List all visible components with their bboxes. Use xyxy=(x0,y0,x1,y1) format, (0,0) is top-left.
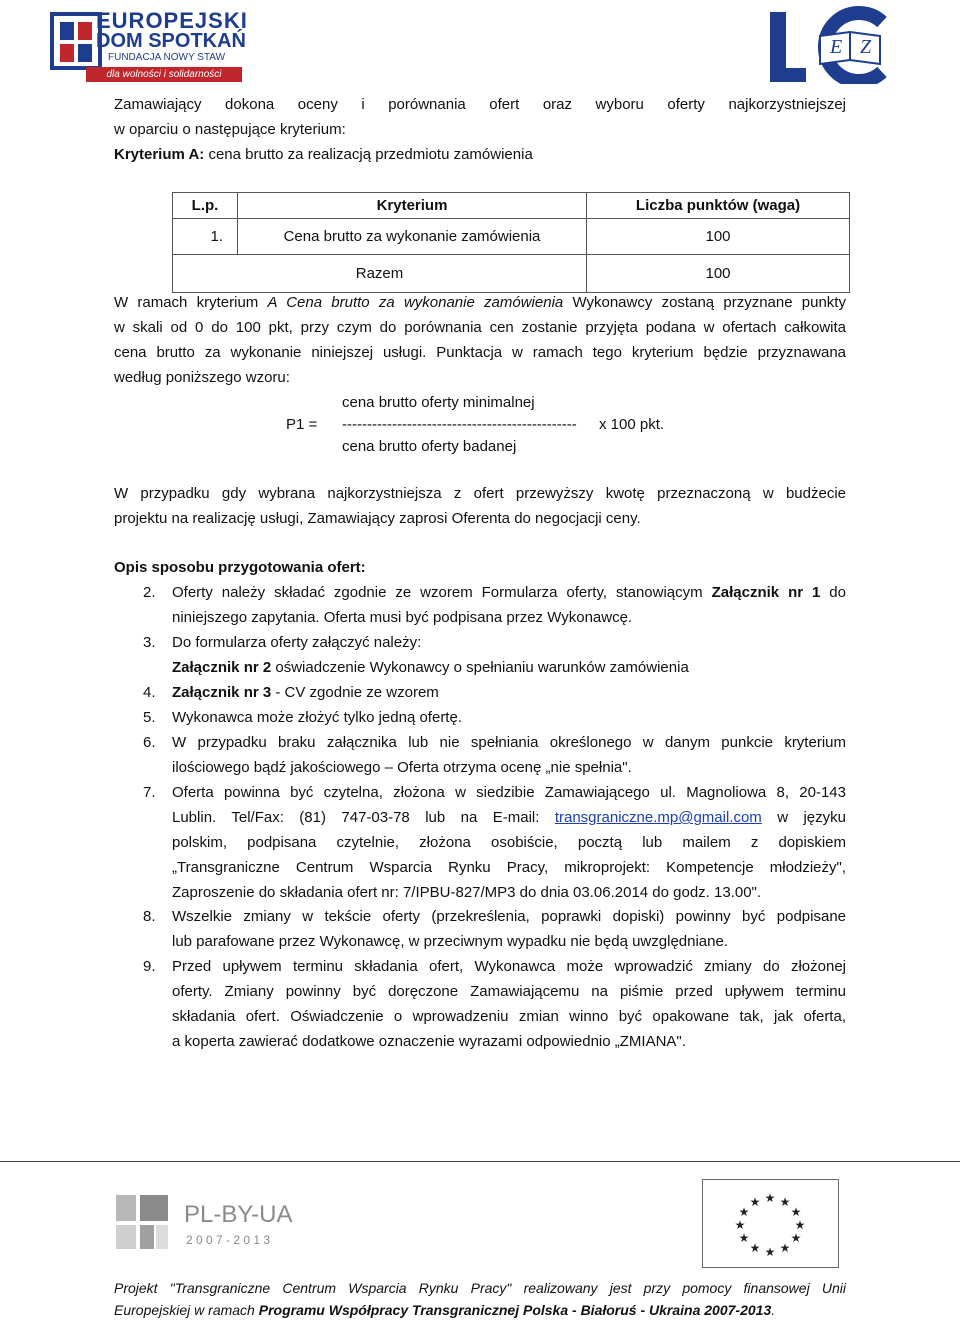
footer-l2a: Europejskiej w ramach xyxy=(114,1302,259,1318)
svg-text:★: ★ xyxy=(738,1205,750,1219)
svg-text:★: ★ xyxy=(738,1231,750,1245)
logo-left-line3: FUNDACJA NOWY STAW xyxy=(108,52,226,63)
pl-by-ua-years: 2 0 0 7 - 2 0 1 3 xyxy=(186,1233,271,1247)
criterion-text: cena brutto za realizacją przedmiotu zamówienia xyxy=(204,146,533,163)
ramach-line2: w skali od 0 do 100 pkt, przy czym do porównania cen zostanie przyjęta podana w ofertach całkowita xyxy=(114,319,846,336)
intro-line1: Zamawiający dokona oceny i porównania ofert oraz wyboru oferty najkorzystniejszej xyxy=(114,96,846,113)
budget-line1: W przypadku gdy wybrana najkorzystniejsza z ofert przewyższy kwotę przeznaczoną w budżecie xyxy=(114,485,846,502)
formula-label: P1 = xyxy=(286,416,318,433)
item-7-line1: Oferta powinna być czytelna, złożona w siedzibie Zamawiającego ul. Magnoliowa 8, 20-143 xyxy=(172,784,846,801)
header-lp: L.p. xyxy=(173,193,238,219)
total-value: 100 xyxy=(587,255,850,293)
criterion-label: Kryterium A: xyxy=(114,146,205,163)
total-label: Razem xyxy=(173,255,587,293)
section-title: Opis sposobu przygotowania ofert: xyxy=(114,559,366,576)
pl-by-ua-emblem-icon xyxy=(114,1193,172,1251)
svg-text:★: ★ xyxy=(764,1191,776,1205)
svg-text:★: ★ xyxy=(749,1195,761,1209)
ramach-l1a: W ramach kryterium xyxy=(114,294,268,311)
budget-line2: projektu na realizację usługi, Zamawiający zaprosi Oferenta do negocjacji ceny. xyxy=(114,510,641,527)
item-number-5: 5. xyxy=(143,709,156,726)
svg-text:★: ★ xyxy=(764,1245,776,1259)
formula-multiplier: x 100 pkt. xyxy=(599,416,665,433)
item-2-line2: niniejszego zapytania. Oferta musi być podpisana przez Wykonawcę. xyxy=(172,609,633,626)
item-9-line4: a koperta zawierać dodatkowe oznaczenie wyrazami odpowiednio „ZMIANA". xyxy=(172,1033,686,1050)
item-6-line2: ilościowego bądź jakościowego – Oferta otrzyma ocenę „nie spełnia". xyxy=(172,759,632,776)
item-7-line4: „Transgraniczne Centrum Wsparcia Rynku Pracy, mikroprojekt: Kompetencje młodzieży", xyxy=(172,859,846,876)
svg-text:★: ★ xyxy=(794,1218,806,1232)
item-number-4: 4. xyxy=(143,684,156,701)
logo-right-z: Z xyxy=(860,36,872,58)
item-4-line xyxy=(172,680,846,705)
item-number-6: 6. xyxy=(143,734,156,751)
item-number-9: 9. xyxy=(143,958,156,975)
item-3-text: oświadczenie Wykonawcy o spełnianiu warunków zamówienia xyxy=(271,659,689,676)
item-4-attachment: Załącznik nr 3 xyxy=(172,684,272,701)
eu-flag xyxy=(702,1179,839,1268)
item-5-line: Wykonawca może złożyć tylko jedną ofertę. xyxy=(172,709,462,726)
logo-left-line4: dla wolności i solidarności xyxy=(86,67,242,82)
svg-text:★: ★ xyxy=(749,1241,761,1255)
item-3-line1: Do formularza oferty załączyć należy: xyxy=(172,634,422,651)
item-number-2: 2. xyxy=(143,584,156,601)
ramach-line4: według poniższego wzoru: xyxy=(114,369,290,386)
footer-l2c: . xyxy=(771,1302,776,1318)
footer-line2 xyxy=(114,1299,846,1321)
item-2-text: Oferty należy składać zgodnie ze wzorem Formularza oferty, stanowiącym xyxy=(172,584,712,601)
table-total-row xyxy=(173,255,850,293)
row-punkty: 100 xyxy=(587,219,850,255)
logo-lcez xyxy=(770,6,890,84)
intro-line2: w oparciu o następujące kryterium: xyxy=(114,121,346,138)
svg-text:★: ★ xyxy=(790,1231,802,1245)
item-9-line1: Przed upływem terminu składania ofert, Wykonawca może wprowadzić zmiany do złożonej xyxy=(172,958,846,975)
item-2-line1 xyxy=(172,580,846,605)
logo-europejski-dom-spotkan xyxy=(50,8,250,84)
item-2-tail: do xyxy=(820,584,846,601)
item-number-8: 8. xyxy=(143,908,156,925)
header-liczba-punktow: Liczba punktów (waga) xyxy=(587,193,850,219)
item-7-line5: Zaproszenie do składania ofert nr: 7/IPBU-827/MP3 do dnia 03.06.2014 do godz. 13.00". xyxy=(172,884,762,901)
item-number-7: 7. xyxy=(143,784,156,801)
criterion-line xyxy=(114,142,846,167)
header-kryterium: Kryterium xyxy=(238,193,587,219)
item-9-line2: oferty. Zmiany powinny być doręczone Zamawiającemu na piśmie przed upływem terminu xyxy=(172,983,846,1000)
table-row xyxy=(173,219,850,255)
svg-text:★: ★ xyxy=(790,1205,802,1219)
eu-stars-icon xyxy=(703,1180,838,1267)
svg-text:★: ★ xyxy=(734,1218,746,1232)
formula-denominator: cena brutto oferty badanej xyxy=(342,438,517,455)
item-3-attachment: Załącznik nr 2 xyxy=(172,659,272,676)
criteria-table xyxy=(172,192,850,293)
formula-numerator: cena brutto oferty minimalnej xyxy=(342,394,535,411)
item-8-line2: lub parafowane przez Wykonawcę, w przeciwnym wypadku nie będą uwzględniane. xyxy=(172,933,728,950)
item-2-attachment: Załącznik nr 1 xyxy=(711,584,821,601)
ramach-l1b: Wykonawcy zostaną przyznane punkty xyxy=(563,294,846,311)
item-number-3: 3. xyxy=(143,634,156,651)
logo-left-line1: EUROPEJSKI xyxy=(96,8,248,33)
ramach-line1 xyxy=(114,290,846,315)
ramach-l1-italic: A Cena brutto za wykonanie zamówienia xyxy=(267,294,564,311)
svg-text:★: ★ xyxy=(779,1195,791,1209)
item-7-line2 xyxy=(172,805,846,830)
item-3-line2 xyxy=(172,655,846,680)
formula-divider: ----------------------------------------------- xyxy=(342,416,577,433)
row-lp: 1. xyxy=(173,219,238,255)
item-7-line3: polskim, podpisana czytelnie, złożona osobiście, pocztą lub mailem z dopiskiem xyxy=(172,834,846,851)
item-4-text: - CV zgodnie ze wzorem xyxy=(271,684,439,701)
item-8-line1: Wszelkie zmiany w tekście oferty (przekreślenia, poprawki dopiski) powinny być podpisane xyxy=(172,908,846,925)
row-kryterium: Cena brutto za wykonanie zamówienia xyxy=(238,219,587,255)
table-header-row xyxy=(173,193,850,219)
footer-line1: Projekt "Transgraniczne Centrum Wsparcia Rynku Pracy" realizowany jest przy pomocy finansowej Unii xyxy=(114,1280,846,1296)
logo-left-line2: DOM SPOTKAŃ xyxy=(96,30,246,52)
eds-emblem-icon xyxy=(50,12,102,70)
item-7-lang: w języku xyxy=(761,809,846,826)
item-7-contact: Lublin. Tel/Fax: (81) 747-03-78 lub na E-mail: xyxy=(172,809,555,826)
logo-pl-by-ua xyxy=(114,1193,314,1255)
item-9-line3: składania ofert. Oświadczenie o wprowadzeniu zmian winno być opakowane tak, jak oferta, xyxy=(172,1008,846,1025)
email-link[interactable]: transgraniczne.mp@gmail.com xyxy=(554,809,762,826)
footer-programme: Programu Współpracy Transgranicznej Polska - Białoruś - Ukraina 2007-2013 xyxy=(258,1302,772,1318)
logo-right-e: E xyxy=(830,36,843,58)
ramach-line3: cena brutto za wykonanie niniejszej usługi. Punktacja w ramach tego kryterium będzie przyznawana xyxy=(114,344,846,361)
item-6-line1: W przypadku braku załącznika lub nie spełniania określonego w danym punkcie kryterium xyxy=(172,734,846,751)
pl-by-ua-text: PL-BY-UA xyxy=(184,1201,293,1228)
svg-text:★: ★ xyxy=(779,1241,791,1255)
footer-divider xyxy=(0,1161,960,1162)
